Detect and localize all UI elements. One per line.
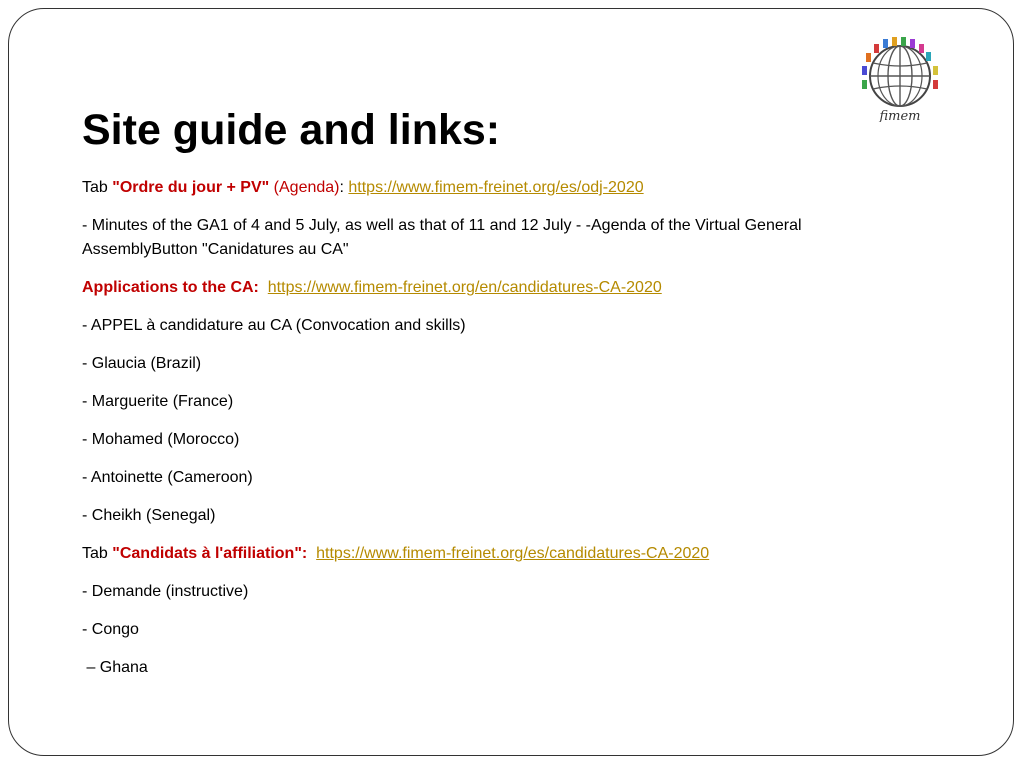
minutes-text: - Minutes of the GA1 of 4 and 5 July, as well as that of 11 and 12 July - -Agenda of the Virtual General AssemblyButton "Canidatures au CA" [82,217,802,258]
list-item: - Demande (instructive) [82,583,249,600]
list-item: - Marguerite (France) [82,393,234,410]
tab-agenda-name: "Ordre du jour + PV" [112,179,270,196]
logo-text: fimem [879,109,921,122]
tab-affiliation-name: "Candidats à l'affiliation": [112,545,308,562]
page-title: Site guide and links: [82,106,501,154]
list-item: - Cheikh (Senegal) [82,507,216,524]
tab-prefix: Tab [82,545,113,562]
list-item: - Glaucia (Brazil) [82,355,202,372]
tab-affiliation-line [82,542,882,566]
fimem-logo [854,36,946,122]
list-item: - APPEL à candidature au CA (Convocation and skills) [82,317,466,334]
applications-link[interactable]: https://www.fimem-freinet.org/en/candidatures-CA-2020 [267,279,662,296]
list-item: - Congo [82,621,139,638]
content-body [82,176,882,694]
applications-label: Applications to the CA: [82,279,259,296]
list-item: – Ghana [82,659,148,676]
tab-prefix: Tab [82,179,113,196]
tab-agenda-paren: (Agenda) [269,179,340,196]
list-item: - Mohamed (Morocco) [82,431,240,448]
list-item: - Antoinette (Cameroon) [82,469,253,486]
tab-agenda-colon: : [339,179,349,196]
applications-line [82,276,882,300]
tab-agenda-line [82,176,882,200]
agenda-link[interactable]: https://www.fimem-freinet.org/es/odj-2020 [348,179,644,196]
affiliation-link[interactable]: https://www.fimem-freinet.org/es/candidatures-CA-2020 [316,545,710,562]
